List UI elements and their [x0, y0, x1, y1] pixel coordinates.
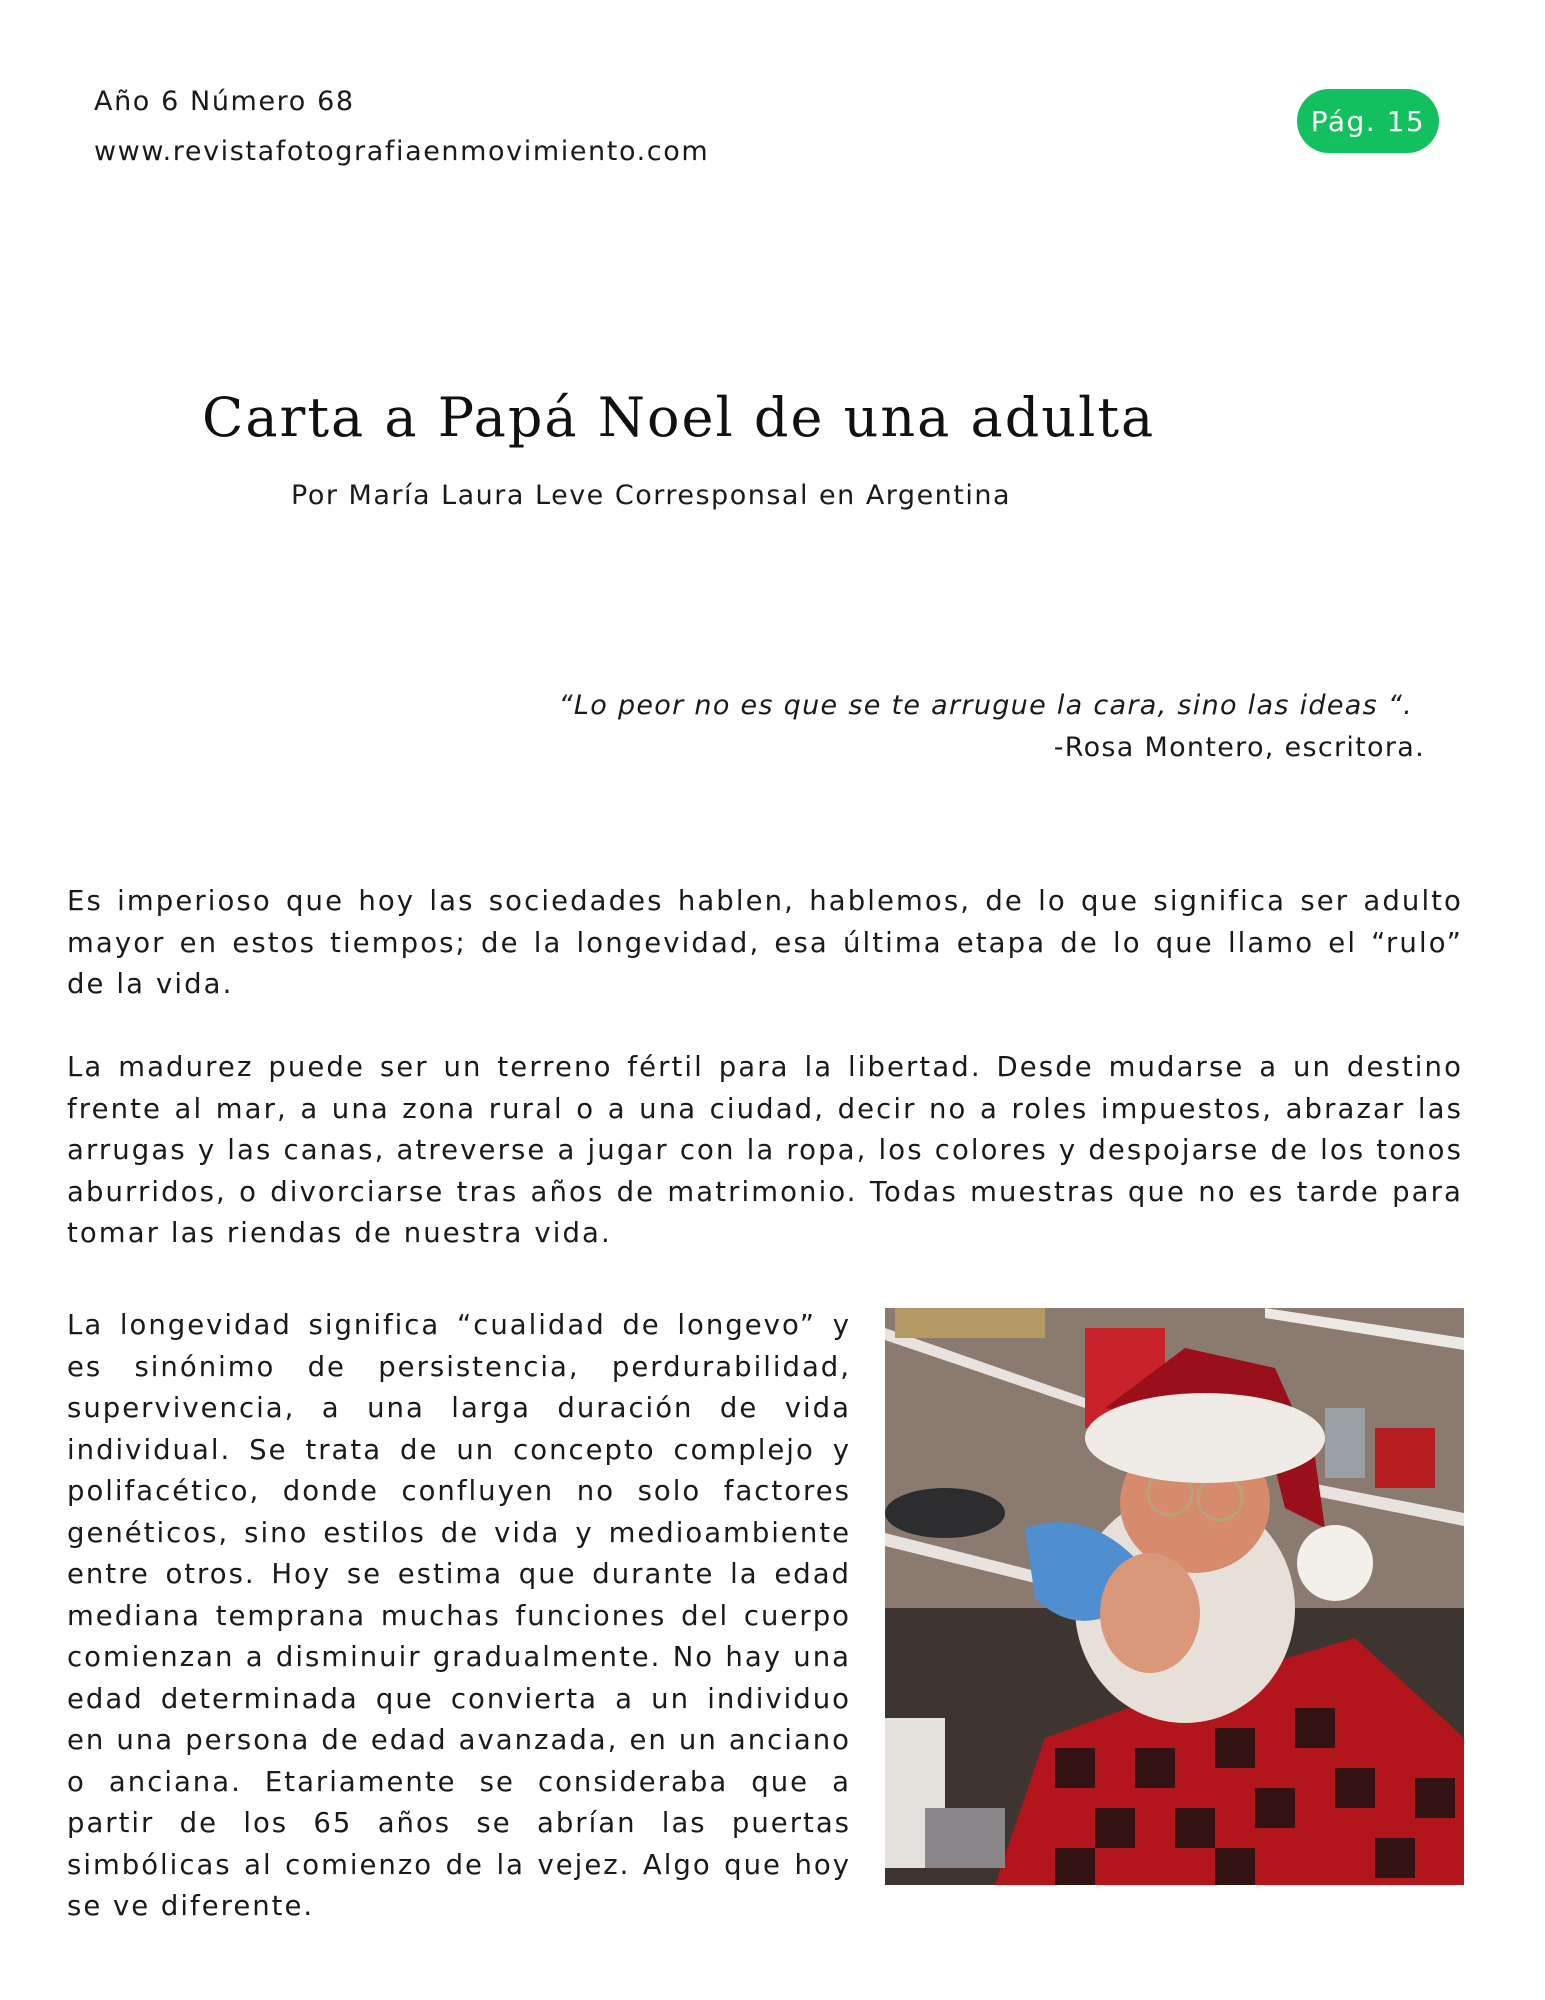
- page-number-badge: Pág. 15: [1297, 89, 1439, 153]
- santa-photo: [885, 1308, 1464, 1885]
- hat-pompom: [1297, 1525, 1373, 1601]
- tea-tin: [1375, 1428, 1435, 1488]
- tins: [895, 1308, 1045, 1338]
- article-title: Carta a Papá Noel de una adulta: [202, 386, 1156, 449]
- epigraph-text: “Lo peor no es que se te arrugue la cara, sino las ideas “.: [558, 690, 1413, 721]
- mixer-bowl: [925, 1808, 1005, 1868]
- body-paragraph: La longevidad significa “cualidad de longevo” y es sinónimo de persistencia, perdurabilidad, supervivencia, a una larga duración de vida individual. Se trata de un concepto complejo y polifacético, donde confluyen no solo factores genéticos, sino estilos de vida y medioambiente entre otros. Hoy se estima que durante la edad mediana temprana muchas funciones del cuerpo comienzan a disminuir gradualmente. No hay una edad determinada que convierta a un individuo en una persona de edad avanzada, en un anciano o anciana. Etariamente se consideraba que a partir de los 65 años se abrían las puertas simbólicas al comienzo de la vejez. Algo que hoy se ve diferente.: [67, 1309, 851, 1922]
- website-url: www.revistafotografiaenmovimiento.com: [94, 136, 710, 167]
- body-paragraph: Es imperioso que hoy las sociedades hablen, hablemos, de lo que significa ser adulto mayor en estos tiempos; de la longevidad, esa última etapa de lo que llamo el “rulo” de la vida.: [67, 885, 1463, 1000]
- body-paragraph: La madurez puede ser un terreno fértil para la libertad. Desde mudarse a un destino frente al mar, a una zona rural o a una ciudad, decir no a roles impuestos, abrazar las arrugas y las canas, atreverse a jugar con la ropa, los colores y despojarse de los tonos aburridos, o divorciarse tras años de matrimonio. Todas muestras que no es tarde para tomar las riendas de nuestra vida.: [67, 1051, 1463, 1249]
- bowl: [885, 1488, 1005, 1538]
- hand: [1100, 1553, 1200, 1673]
- issue-number: Año 6 Número 68: [94, 86, 355, 117]
- canister: [1325, 1408, 1365, 1478]
- epigraph-author: -Rosa Montero, escritora.: [1053, 732, 1425, 763]
- epigraph: [559, 685, 1425, 769]
- article-byline: Por María Laura Leve Corresponsal en Argentina: [291, 480, 1012, 511]
- santa-illustration: [885, 1308, 1464, 1885]
- hat-fur-trim: [1085, 1393, 1325, 1483]
